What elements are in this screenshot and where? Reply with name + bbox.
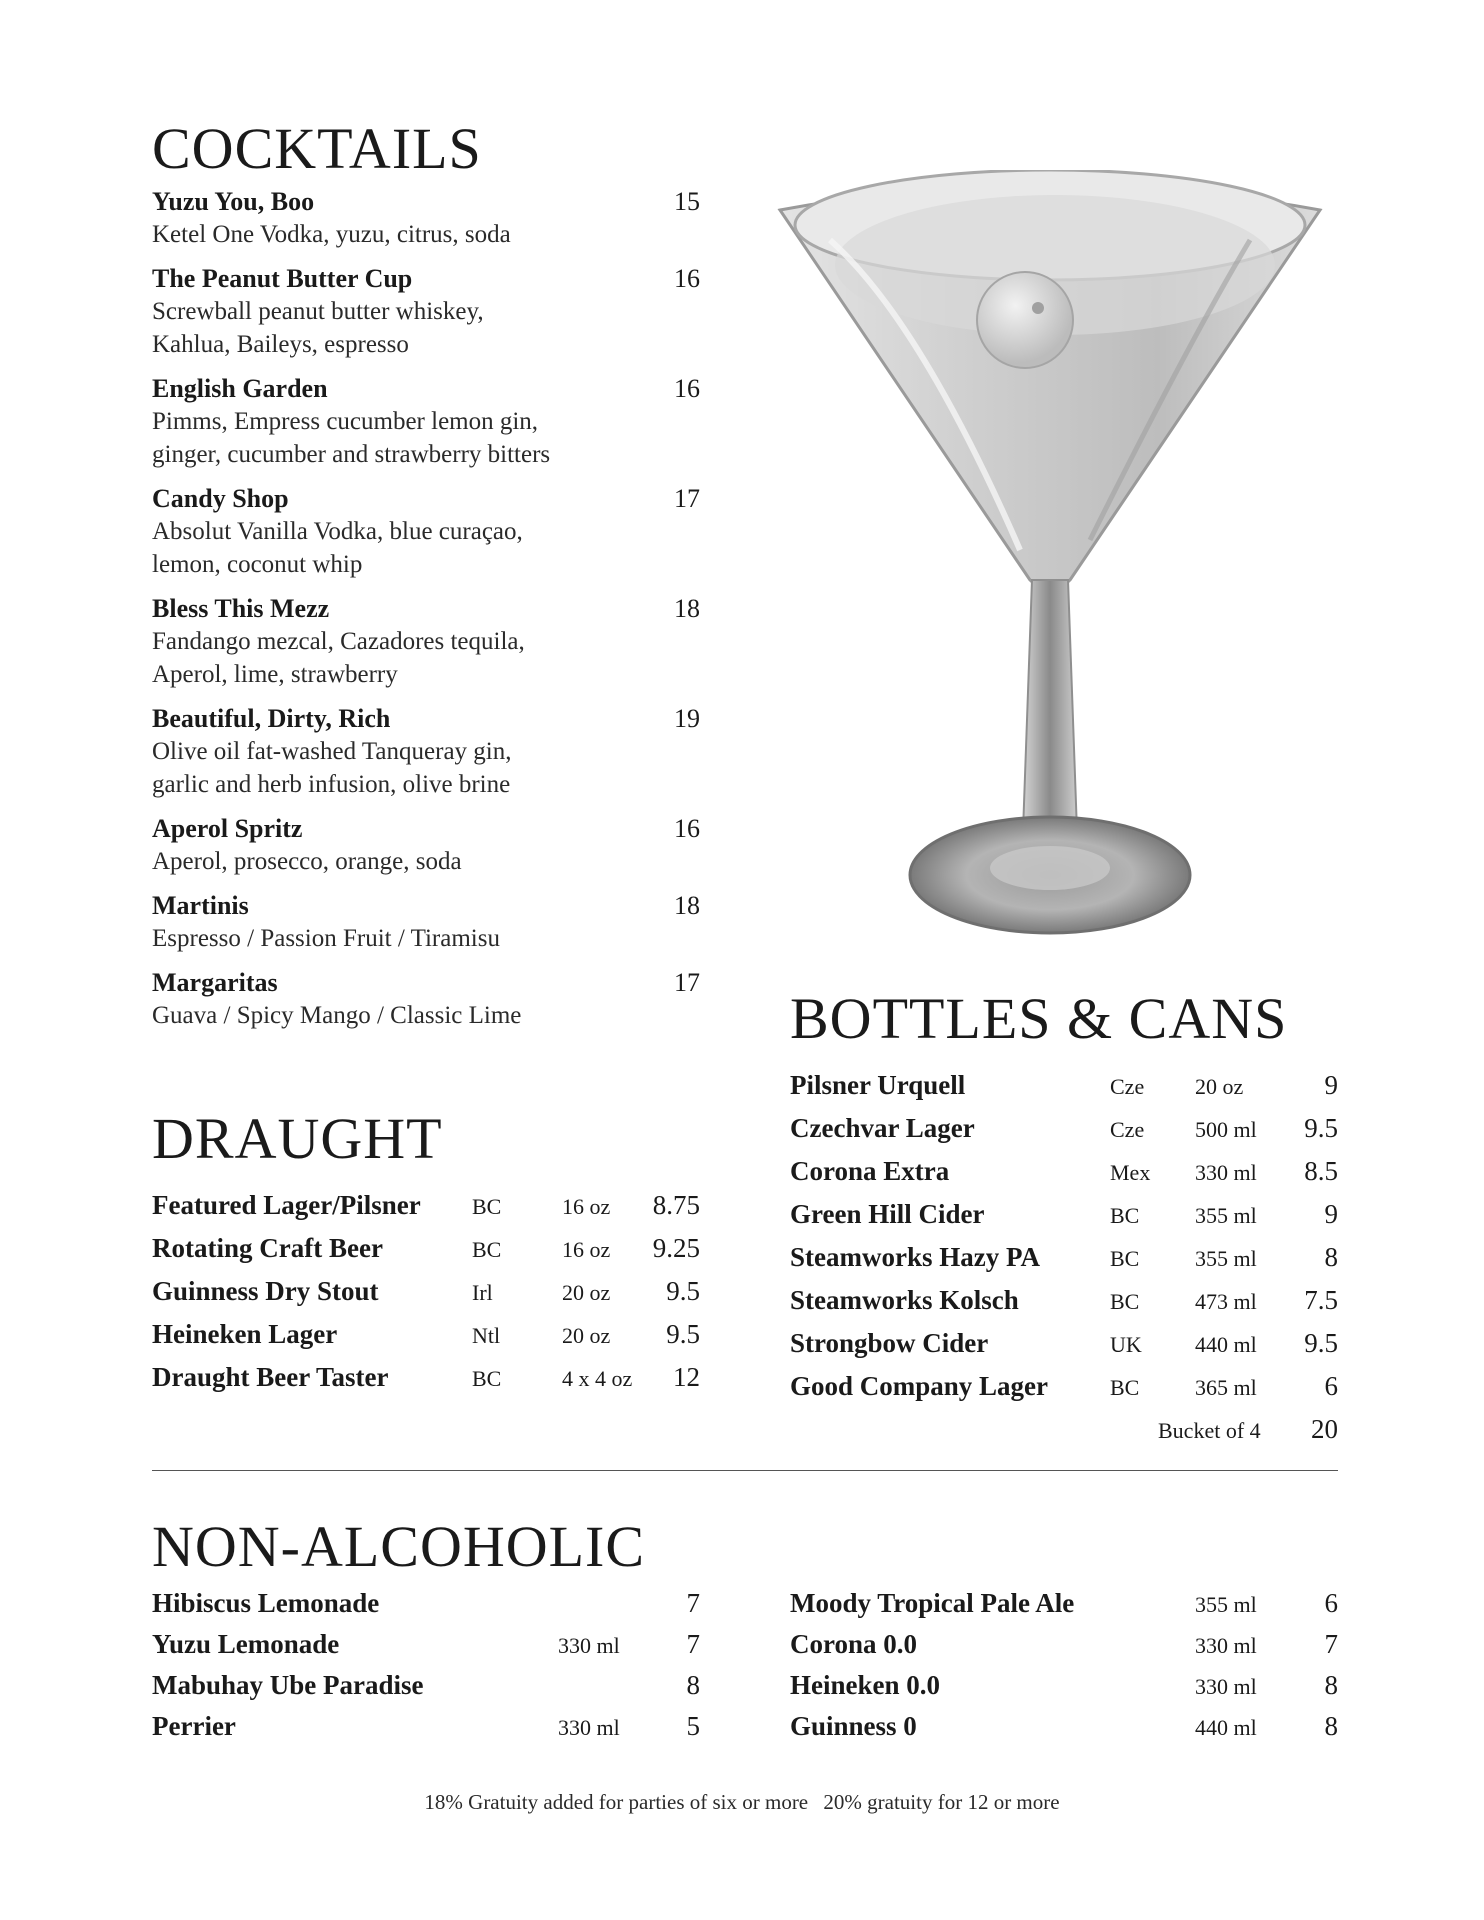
cocktail-price: 19 bbox=[674, 704, 700, 733]
martini-glass-image bbox=[770, 170, 1330, 950]
bottle-size: 500 ml bbox=[1195, 1117, 1257, 1142]
bottles-title: BOTTLES & CANS bbox=[790, 986, 1288, 1051]
nonalcoholic-size: 355 ml bbox=[1195, 1592, 1257, 1617]
cocktails-title: COCKTAILS bbox=[152, 116, 482, 181]
bottle-name: Strongbow Cider bbox=[790, 1328, 989, 1358]
bottle-origin: Mex bbox=[1110, 1160, 1151, 1185]
cocktail-description: Aperol, prosecco, orange, soda bbox=[152, 848, 462, 875]
cocktail-item bbox=[152, 703, 700, 801]
cocktail-price: 18 bbox=[674, 594, 700, 623]
nonalcoholic-name: Mabuhay Ube Paradise bbox=[152, 1670, 424, 1700]
bottle-name: Czechvar Lager bbox=[790, 1113, 975, 1143]
nonalcoholic-size: 330 ml bbox=[1195, 1674, 1257, 1699]
nonalcoholic-name: Guinness 0 bbox=[790, 1711, 917, 1741]
cocktail-name: Yuzu You, Boo bbox=[152, 187, 315, 216]
cocktails-section bbox=[152, 116, 700, 1044]
draught-origin: BC bbox=[472, 1366, 502, 1391]
nonalcoholic-row bbox=[152, 1670, 700, 1711]
bottle-row bbox=[790, 1113, 1338, 1156]
nonalcoholic-price: 5 bbox=[686, 1711, 700, 1741]
cocktail-description: Kahlua, Baileys, espresso bbox=[152, 331, 409, 358]
cocktail-price: 17 bbox=[674, 484, 700, 513]
cocktail-item bbox=[152, 967, 700, 1032]
bottle-price: 8.5 bbox=[1304, 1156, 1338, 1186]
cocktail-name: Margaritas bbox=[152, 968, 278, 997]
bottle-size: 355 ml bbox=[1195, 1203, 1257, 1228]
nonalcoholic-row bbox=[152, 1711, 700, 1752]
cocktail-item bbox=[152, 890, 700, 955]
cocktail-name: Beautiful, Dirty, Rich bbox=[152, 704, 391, 733]
draught-name: Rotating Craft Beer bbox=[152, 1233, 383, 1263]
draught-name: Heineken Lager bbox=[152, 1319, 338, 1349]
draught-name: Guinness Dry Stout bbox=[152, 1276, 379, 1306]
cocktail-name: English Garden bbox=[152, 374, 328, 403]
bottle-origin: Cze bbox=[1110, 1074, 1145, 1099]
gratuity-note-six: 18% Gratuity added for parties of six or more bbox=[424, 1790, 809, 1814]
nonalcoholic-price: 8 bbox=[1324, 1711, 1338, 1741]
section-divider bbox=[152, 1470, 1338, 1471]
bottle-row bbox=[790, 1371, 1338, 1414]
nonalcoholic-name: Hibiscus Lemonade bbox=[152, 1588, 380, 1618]
bottle-origin: UK bbox=[1110, 1332, 1142, 1357]
nonalcoholic-row bbox=[790, 1629, 1338, 1670]
cocktail-price: 16 bbox=[674, 374, 700, 403]
bottle-origin: BC bbox=[1110, 1246, 1140, 1271]
draught-size: 16 oz bbox=[562, 1194, 611, 1219]
bottle-origin: Cze bbox=[1110, 1117, 1145, 1142]
cocktail-description: Guava / Spicy Mango / Classic Lime bbox=[152, 1002, 522, 1029]
cocktail-item bbox=[152, 813, 700, 878]
nonalcoholic-price: 8 bbox=[686, 1670, 700, 1700]
cocktail-description: garlic and herb infusion, olive brine bbox=[152, 771, 511, 798]
draught-row bbox=[152, 1190, 700, 1233]
cocktail-list bbox=[152, 186, 700, 1032]
cocktail-name: Candy Shop bbox=[152, 484, 289, 513]
bottles-section bbox=[790, 986, 1338, 1454]
bottle-size: 20 oz bbox=[1195, 1074, 1244, 1099]
bottle-origin: BC bbox=[1110, 1289, 1140, 1314]
bottle-row bbox=[790, 1070, 1338, 1113]
nonalcoholic-row bbox=[790, 1670, 1338, 1711]
nonalcoholic-name: Heineken 0.0 bbox=[790, 1670, 941, 1700]
draught-origin: BC bbox=[472, 1237, 502, 1262]
nonalcoholic-name: Moody Tropical Pale Ale bbox=[790, 1588, 1075, 1618]
bucket-price: 20 bbox=[1311, 1414, 1338, 1444]
cocktail-name: Martinis bbox=[152, 891, 249, 920]
nonalcoholic-title: NON-ALCOHOLIC bbox=[152, 1514, 646, 1579]
nonalcoholic-left-list bbox=[152, 1588, 700, 1752]
bottle-size: 440 ml bbox=[1195, 1332, 1257, 1357]
bottle-price: 9.5 bbox=[1304, 1113, 1338, 1143]
bottle-price: 9 bbox=[1324, 1070, 1338, 1100]
draught-price: 9.5 bbox=[666, 1319, 700, 1349]
draught-title: DRAUGHT bbox=[152, 1106, 443, 1171]
draught-row bbox=[152, 1276, 700, 1319]
cocktail-description: Screwball peanut butter whiskey, bbox=[152, 298, 484, 325]
draught-price: 9.5 bbox=[666, 1276, 700, 1306]
bottle-row bbox=[790, 1199, 1338, 1242]
cocktail-description: ginger, cucumber and strawberry bitters bbox=[152, 441, 551, 468]
nonalcoholic-price: 8 bbox=[1324, 1670, 1338, 1700]
bottle-name: Good Company Lager bbox=[790, 1371, 1049, 1401]
draught-row bbox=[152, 1319, 700, 1362]
nonalcoholic-size: 330 ml bbox=[558, 1715, 620, 1740]
nonalcoholic-size: 330 ml bbox=[558, 1633, 620, 1658]
bottle-row bbox=[790, 1285, 1338, 1328]
draught-row bbox=[152, 1362, 700, 1405]
nonalcoholic-price: 6 bbox=[1324, 1588, 1338, 1618]
gratuity-footnote bbox=[0, 1790, 1484, 1815]
nonalcoholic-row bbox=[790, 1588, 1338, 1629]
cocktail-name: The Peanut Butter Cup bbox=[152, 264, 413, 293]
draught-section bbox=[152, 1106, 700, 1405]
bottles-list bbox=[790, 1070, 1338, 1414]
bottle-size: 355 ml bbox=[1195, 1246, 1257, 1271]
bottle-price: 9 bbox=[1324, 1199, 1338, 1229]
draught-size: 16 oz bbox=[562, 1237, 611, 1262]
cocktail-description: lemon, coconut whip bbox=[152, 551, 363, 578]
bottle-price: 6 bbox=[1324, 1371, 1338, 1401]
cocktail-item bbox=[152, 373, 700, 471]
cocktail-description: Olive oil fat-washed Tanqueray gin, bbox=[152, 738, 512, 765]
cocktail-description: Pimms, Empress cucumber lemon gin, bbox=[152, 408, 539, 435]
bottle-price: 8 bbox=[1324, 1242, 1338, 1272]
cocktail-description: Fandango mezcal, Cazadores tequila, bbox=[152, 628, 525, 655]
cocktail-price: 15 bbox=[674, 187, 700, 216]
bottle-name: Pilsner Urquell bbox=[790, 1070, 966, 1100]
cocktail-price: 16 bbox=[674, 814, 700, 843]
bottle-row bbox=[790, 1242, 1338, 1285]
bottle-name: Corona Extra bbox=[790, 1156, 950, 1186]
draught-size: 20 oz bbox=[562, 1323, 611, 1348]
nonalcoholic-row bbox=[152, 1588, 700, 1629]
bucket-row bbox=[790, 1414, 1338, 1454]
bottle-price: 9.5 bbox=[1304, 1328, 1338, 1358]
cocktail-item bbox=[152, 186, 700, 251]
bucket-label: Bucket of 4 bbox=[1158, 1418, 1261, 1443]
nonalcoholic-size: 440 ml bbox=[1195, 1715, 1257, 1740]
bottle-row bbox=[790, 1328, 1338, 1371]
draught-origin: Irl bbox=[472, 1280, 493, 1305]
bottle-name: Steamworks Hazy PA bbox=[790, 1242, 1040, 1272]
cocktail-item bbox=[152, 263, 700, 361]
nonalcoholic-name: Yuzu Lemonade bbox=[152, 1629, 340, 1659]
draught-row bbox=[152, 1233, 700, 1276]
nonalcoholic-row bbox=[790, 1711, 1338, 1752]
cocktail-price: 17 bbox=[674, 968, 700, 997]
bottle-row bbox=[790, 1156, 1338, 1199]
bottle-size: 365 ml bbox=[1195, 1375, 1257, 1400]
bottle-name: Steamworks Kolsch bbox=[790, 1285, 1019, 1315]
bottle-size: 330 ml bbox=[1195, 1160, 1257, 1185]
nonalcoholic-size: 330 ml bbox=[1195, 1633, 1257, 1658]
cocktail-price: 18 bbox=[674, 891, 700, 920]
draught-origin: BC bbox=[472, 1194, 502, 1219]
draught-size: 20 oz bbox=[562, 1280, 611, 1305]
nonalcoholic-row bbox=[152, 1629, 700, 1670]
draught-price: 12 bbox=[673, 1362, 700, 1392]
bottle-origin: BC bbox=[1110, 1375, 1140, 1400]
cocktail-item bbox=[152, 483, 700, 581]
cocktail-description: Aperol, lime, strawberry bbox=[152, 661, 398, 688]
draught-name: Featured Lager/Pilsner bbox=[152, 1190, 421, 1220]
nonalcoholic-price: 7 bbox=[686, 1588, 700, 1618]
draught-size: 4 x 4 oz bbox=[562, 1366, 633, 1391]
cocktail-description: Espresso / Passion Fruit / Tiramisu bbox=[152, 925, 500, 952]
cocktail-description: Absolut Vanilla Vodka, blue curaçao, bbox=[152, 518, 523, 545]
draught-price: 8.75 bbox=[652, 1190, 700, 1220]
nonalcoholic-name: Perrier bbox=[152, 1711, 236, 1741]
nonalcoholic-right-list bbox=[790, 1588, 1338, 1752]
nonalcoholic-price: 7 bbox=[686, 1629, 700, 1659]
draught-list bbox=[152, 1190, 700, 1405]
cocktail-description: Ketel One Vodka, yuzu, citrus, soda bbox=[152, 221, 511, 248]
draught-origin: Ntl bbox=[472, 1323, 501, 1348]
bottle-price: 7.5 bbox=[1304, 1285, 1338, 1315]
cocktail-name: Bless This Mezz bbox=[152, 594, 330, 623]
nonalcoholic-name: Corona 0.0 bbox=[790, 1629, 918, 1659]
bottle-name: Green Hill Cider bbox=[790, 1199, 985, 1229]
bottle-origin: BC bbox=[1110, 1203, 1140, 1228]
cocktail-item bbox=[152, 593, 700, 691]
draught-price: 9.25 bbox=[652, 1233, 700, 1263]
cocktail-name: Aperol Spritz bbox=[152, 814, 303, 843]
bottle-size: 473 ml bbox=[1195, 1289, 1257, 1314]
draught-name: Draught Beer Taster bbox=[152, 1362, 389, 1392]
nonalcoholic-price: 7 bbox=[1324, 1629, 1338, 1659]
cocktail-price: 16 bbox=[674, 264, 700, 293]
gratuity-note-twelve: 20% gratuity for 12 or more bbox=[823, 1790, 1060, 1814]
